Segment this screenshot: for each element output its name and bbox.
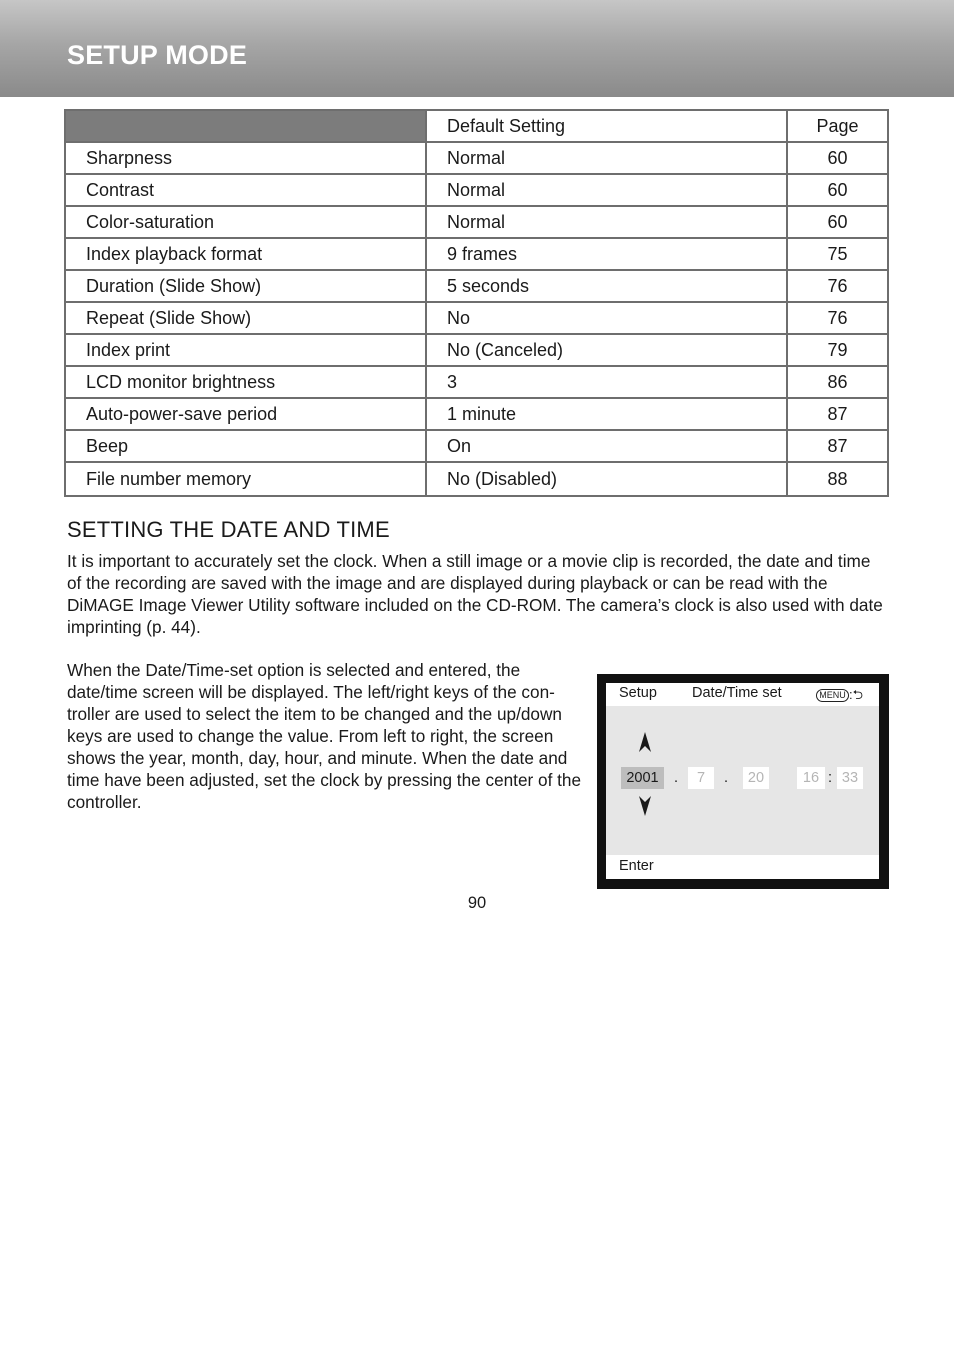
- page-ref-cell: 86: [788, 367, 887, 399]
- year-field: 2001: [621, 767, 664, 789]
- header-cell-default-setting: Default Setting: [427, 111, 788, 143]
- page-ref-cell: 60: [788, 207, 887, 239]
- screen-footer: [606, 855, 879, 879]
- screen-footer-label: Enter: [619, 858, 654, 874]
- default-value-cell: On: [427, 431, 788, 463]
- page-title: SETUP MODE: [67, 40, 248, 70]
- table-row: [66, 271, 887, 303]
- default-value-cell: Normal: [427, 143, 788, 175]
- default-value-cell: No: [427, 303, 788, 335]
- header-cell-page: Page: [788, 111, 887, 143]
- setting-name-cell: Duration (Slide Show): [66, 271, 427, 303]
- instruction-paragraph: When the Date/Time-set option is selected and entered, the date/time screen will be displayed. The left/right keys of the con-troller are used to select the item to be changed and the up/down keys are used to change the value. From left to right, the screen shows the year, month, day, hour, and minute. When the date and time have been adjusted, set the clock by pressing the center of the controller.: [67, 660, 582, 812]
- day-field: 20: [743, 767, 769, 789]
- setting-name-cell: Color-saturation: [66, 207, 427, 239]
- table-row: [66, 175, 887, 207]
- default-value-cell: No (Disabled): [427, 463, 788, 495]
- intro-paragraph: It is important to accurately set the clock. When a still image or a movie clip is recorded, the date and time of the recording are saved with the image and are displayed during playback or can be read with the DiMAGE Image Viewer Utility software included on the CD-ROM. The camera’s clock is also used with date imprinting (p. 44).: [67, 551, 883, 637]
- default-value-cell: 1 minute: [427, 399, 788, 431]
- setting-name-cell: Sharpness: [66, 143, 427, 175]
- down-arrow-icon: [637, 795, 653, 817]
- screen-title: Date/Time set: [692, 685, 782, 701]
- default-value-cell: No (Canceled): [427, 335, 788, 367]
- hour-field: 16: [797, 767, 825, 789]
- table-row: [66, 207, 887, 239]
- table-header-row: [66, 111, 887, 143]
- default-value-cell: 3: [427, 367, 788, 399]
- settings-table: [64, 109, 889, 497]
- setting-name-cell: Index playback format: [66, 239, 427, 271]
- table-row: [66, 431, 887, 463]
- default-value-cell: Normal: [427, 175, 788, 207]
- header-cell-blank: [66, 111, 427, 143]
- page-ref-cell: 87: [788, 431, 887, 463]
- date-time-screen-figure: [597, 674, 889, 889]
- minute-field: 33: [837, 767, 863, 789]
- page-number: 90: [467, 894, 487, 912]
- page-ref-cell: 75: [788, 239, 887, 271]
- setting-name-cell: Repeat (Slide Show): [66, 303, 427, 335]
- setting-name-cell: Index print: [66, 335, 427, 367]
- screen-display: [606, 683, 879, 879]
- setting-name-cell: Auto-power-save period: [66, 399, 427, 431]
- table-row: [66, 239, 887, 271]
- section-heading: SETTING THE DATE AND TIME: [67, 517, 390, 542]
- page-ref-cell: 60: [788, 143, 887, 175]
- header-banner: [0, 0, 954, 97]
- up-arrow-icon: [637, 731, 653, 753]
- page-ref-cell: 60: [788, 175, 887, 207]
- month-field: 7: [688, 767, 714, 789]
- date-separator: .: [674, 770, 679, 786]
- time-separator: :: [828, 770, 833, 786]
- table-row: [66, 399, 887, 431]
- setting-name-cell: LCD monitor brightness: [66, 367, 427, 399]
- setting-name-cell: Contrast: [66, 175, 427, 207]
- table-row: [66, 143, 887, 175]
- default-value-cell: 5 seconds: [427, 271, 788, 303]
- page-ref-cell: 76: [788, 303, 887, 335]
- table-row: [66, 463, 887, 495]
- menu-button-icon: MENU: [816, 689, 849, 702]
- page-ref-cell: 79: [788, 335, 887, 367]
- page-ref-cell: 76: [788, 271, 887, 303]
- table-row: [66, 303, 887, 335]
- return-icon: :⮌: [849, 687, 864, 702]
- table-row: [66, 335, 887, 367]
- table-body: [66, 143, 887, 495]
- setting-name-cell: File number memory: [66, 463, 427, 495]
- page-ref-cell: 88: [827, 468, 848, 489]
- screen-tab-label: Setup: [619, 685, 657, 701]
- screen-header: [606, 683, 879, 706]
- date-separator: .: [724, 770, 729, 786]
- page-ref-cell: 87: [788, 399, 887, 431]
- setting-name-cell: Beep: [66, 431, 427, 463]
- table-row: [66, 367, 887, 399]
- default-value-cell: 9 frames: [427, 239, 788, 271]
- default-value-cell: Normal: [427, 207, 788, 239]
